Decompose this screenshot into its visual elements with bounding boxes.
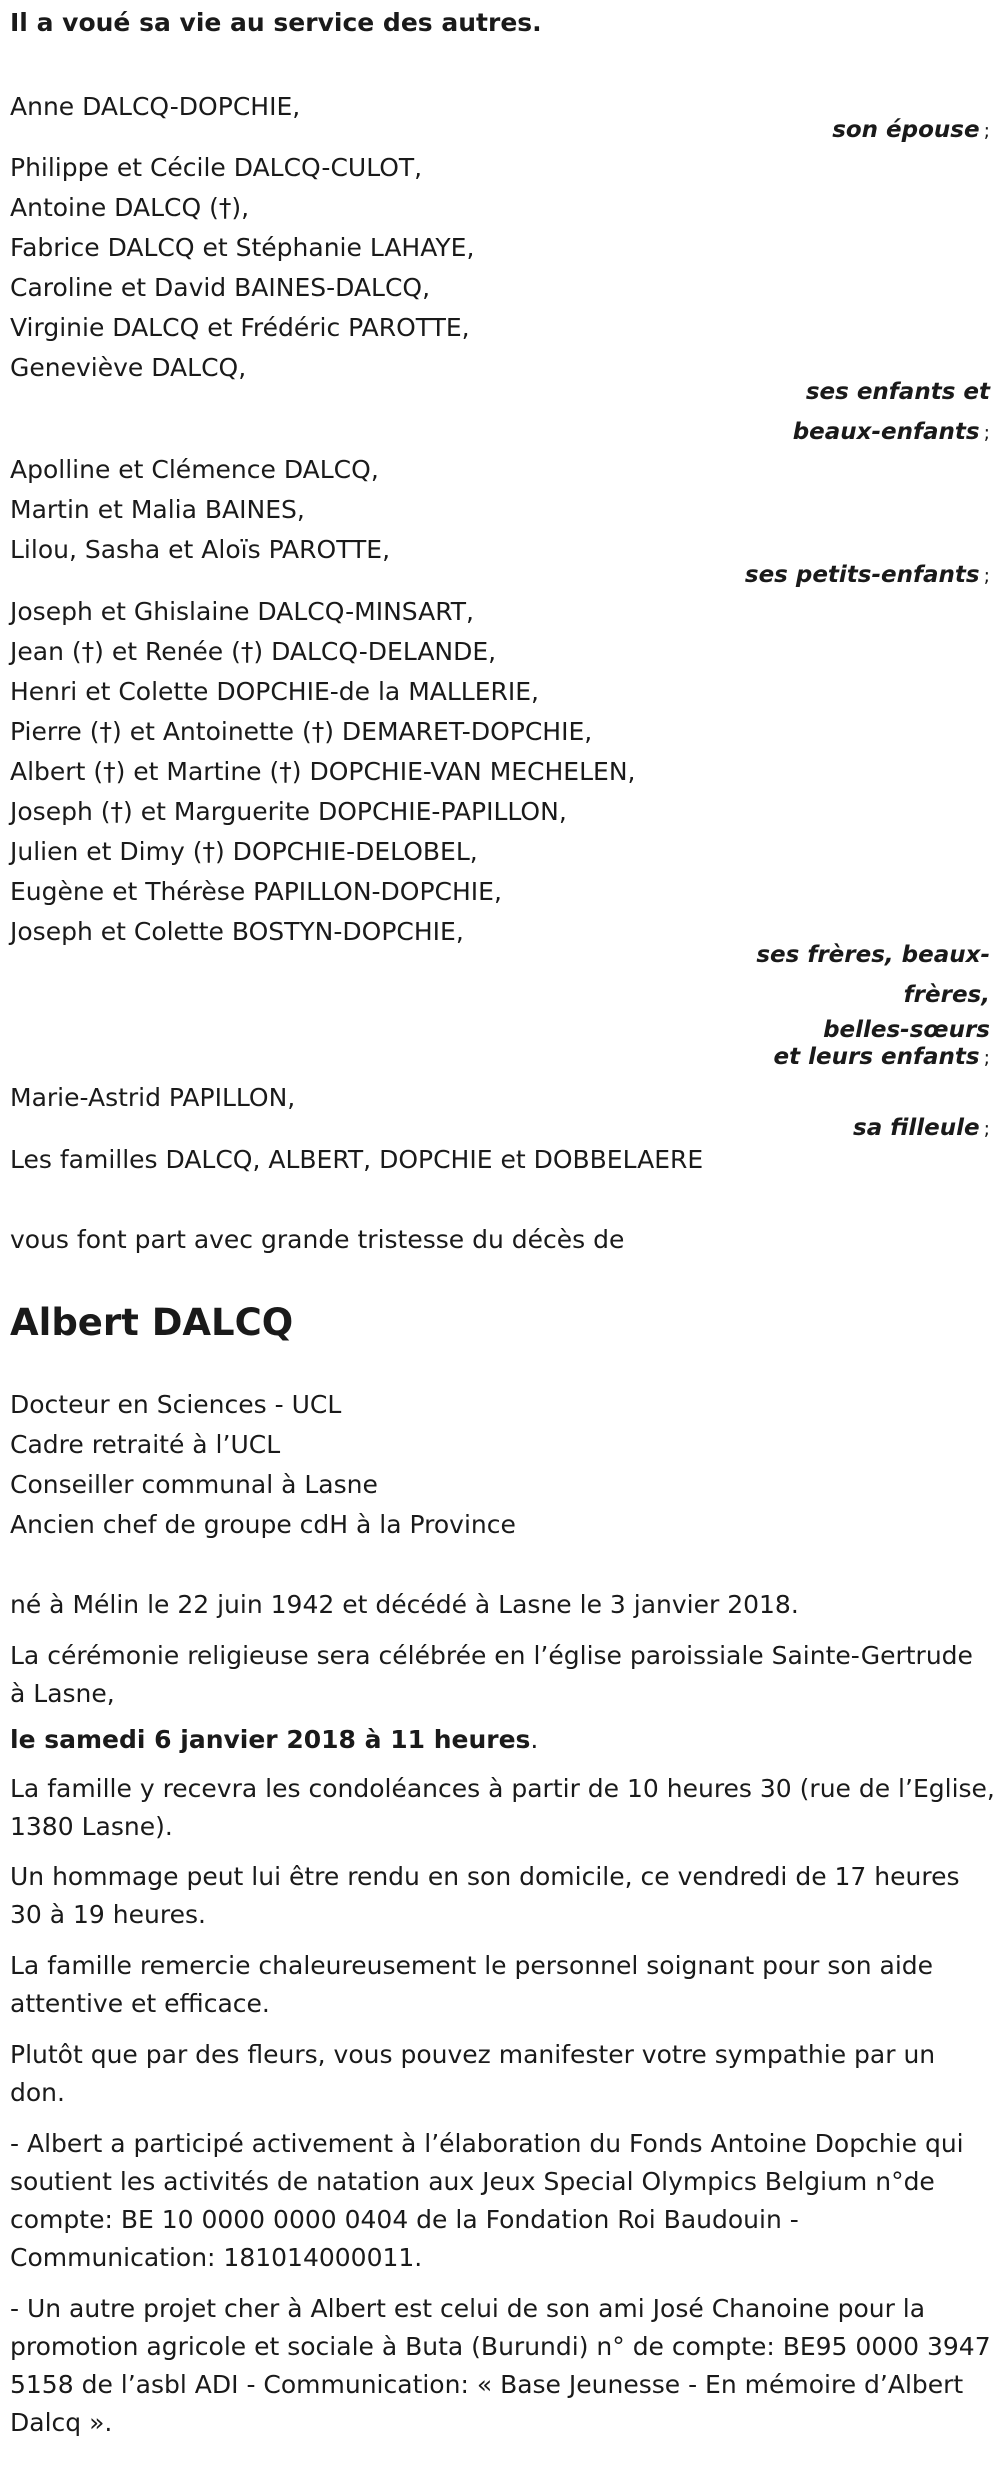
- birth-death-line: né à Mélin le 22 juin 1942 et décédé à Lasne le 3 janvier 2018.: [10, 1590, 799, 1619]
- name-line: Martin et Malia BAINES,: [10, 495, 305, 524]
- name-line: Caroline et David BAINES-DALCQ,: [10, 273, 431, 302]
- name-line: Henri et Colette DOPCHIE-de la MALLERIE,: [10, 677, 540, 706]
- name-line: Joseph (†) et Marguerite DOPCHIE-PAPILLON,: [10, 797, 567, 826]
- name-line: Eugène et Thérèse PAPILLON-DOPCHIE,: [10, 877, 502, 906]
- name-line: Philippe et Cécile DALCQ-CULOT,: [10, 153, 423, 182]
- role-goddaughter: sa filleule ;: [853, 1115, 990, 1141]
- families-line: Les familles DALCQ, ALBERT, DOPCHIE et DOBBELAERE: [10, 1145, 704, 1174]
- title-line: Cadre retraité à l’UCL: [10, 1430, 281, 1459]
- intro-text: Il a voué sa vie au service des autres.: [10, 8, 542, 37]
- homage-paragraph: Un hommage peut lui être rendu en son domicile, ce vendredi de 17 heures 30 à 19 heures.: [10, 1862, 960, 1929]
- name-line: Antoine DALCQ (†),: [10, 193, 250, 222]
- role-children: ses enfants et beaux-enfants ;: [792, 379, 990, 445]
- thanks-paragraph: La famille remercie chaleureusement le personnel soignant pour son aide attentive et efficace.: [10, 1951, 934, 2018]
- name-line: Joseph et Ghislaine DALCQ-MINSART,: [10, 597, 474, 626]
- name-line: Virginie DALCQ et Frédéric PAROTTE,: [10, 313, 470, 342]
- role-spouse: son épouse ;: [832, 117, 990, 143]
- title-line: Ancien chef de groupe cdH à la Province: [10, 1510, 516, 1539]
- announce-line: vous font part avec grande tristesse du décès de: [10, 1225, 625, 1254]
- name-line: Geneviève DALCQ,: [10, 353, 247, 382]
- deceased-name: Albert DALCQ: [10, 1301, 294, 1344]
- name-line: Lilou, Sasha et Aloïs PAROTTE,: [10, 535, 391, 564]
- title-line: Conseiller communal à Lasne: [10, 1470, 378, 1499]
- ceremony-date: le samedi 6 janvier 2018 à 11 heures.: [10, 1725, 539, 1754]
- role-siblings: ses frères, beaux- frères, belles-sœurs et leurs enfants ;: [756, 942, 990, 1070]
- role-grandchildren: ses petits-enfants ;: [744, 562, 990, 588]
- name-line: Fabrice DALCQ et Stéphanie LAHAYE,: [10, 233, 475, 262]
- name-line: Joseph et Colette BOSTYN-DOPCHIE,: [10, 917, 464, 946]
- name-line: Julien et Dimy (†) DOPCHIE-DELOBEL,: [10, 837, 478, 866]
- name-line: Pierre (†) et Antoinette (†) DEMARET-DOPCHIE,: [10, 717, 593, 746]
- title-line: Docteur en Sciences - UCL: [10, 1390, 342, 1419]
- name-line: Marie-Astrid PAPILLON,: [10, 1083, 296, 1112]
- name-line: Apolline et Clémence DALCQ,: [10, 455, 379, 484]
- name-line: Jean (†) et Renée (†) DALCQ-DELANDE,: [10, 637, 497, 666]
- flowers-paragraph: Plutôt que par des fleurs, vous pouvez manifester votre sympathie par un don.: [10, 2040, 936, 2107]
- fund-paragraph-2: - Un autre projet cher à Albert est celui de son ami José Chanoine pour la promotion agricole et sociale à Buta (Burundi) n° de compte: BE95 0000 3947 5158 de l’asbl ADI - Communication: « Base Jeunesse - En mémoire d’Albert Dalcq ».: [10, 2294, 991, 2437]
- name-line: Anne DALCQ-DOPCHIE,: [10, 92, 301, 121]
- name-line: Albert (†) et Martine (†) DOPCHIE-VAN MECHELEN,: [10, 757, 636, 786]
- condolences-paragraph: La famille y recevra les condoléances à partir de 10 heures 30 (rue de l’Eglise, 1380 Lasne).: [10, 1774, 995, 1841]
- ceremony-paragraph: La cérémonie religieuse sera célébrée en l’église paroissiale Sainte-Gertrude à Lasne,: [10, 1641, 973, 1708]
- fund-paragraph-1: - Albert a participé activement à l’élaboration du Fonds Antoine Dopchie qui soutient les activités de natation aux Jeux Special Olympics Belgium n°de compte: BE 10 0000 0000 0404 de la Fondation Roi Baudouin - Communication: 181014000011.: [10, 2129, 964, 2272]
